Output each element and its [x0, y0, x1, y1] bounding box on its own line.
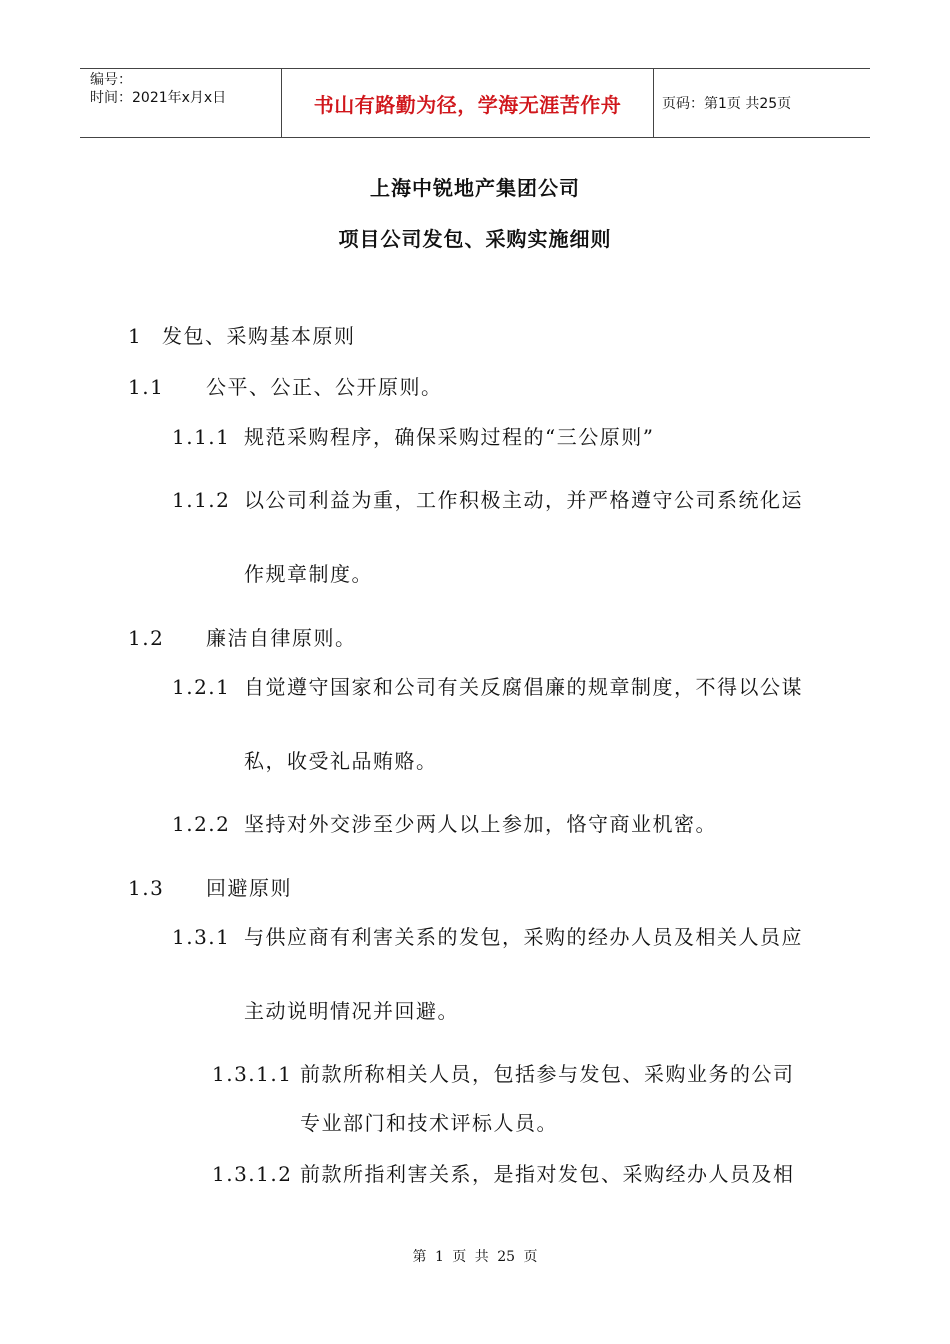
section-number: 1.3.1.2	[212, 1162, 293, 1186]
section-number: 1.2.2	[172, 812, 231, 836]
company-name: 上海中锐地产集团公司	[370, 176, 580, 200]
section-number: 1.3.1.1	[212, 1062, 293, 1086]
section-1-2-1	[172, 671, 803, 700]
section-text: 廉洁自律原则。	[206, 626, 357, 650]
page-header	[80, 68, 870, 138]
section-text: 作规章制度。	[244, 562, 373, 586]
section-text: 发包、采购基本原则	[162, 324, 356, 348]
section-number: 1.3.1	[172, 925, 231, 949]
section-1-3-1-1	[212, 1058, 795, 1087]
section-text: 私，收受礼品贿赂。	[244, 749, 438, 773]
section-1-1-2	[172, 484, 803, 513]
header-motto: 书山有路勤为径，学海无涯苦作舟	[282, 69, 654, 137]
section-text: 专业部门和技术评标人员。	[300, 1111, 558, 1135]
section-text: 主动说明情况并回避。	[244, 999, 459, 1023]
section-1-1	[128, 371, 443, 400]
section-1-3-1-1-cont	[300, 1107, 558, 1136]
section-number: 1.1	[128, 375, 165, 399]
section-number: 1.2.1	[172, 675, 231, 699]
section-1-1-2-cont	[244, 558, 373, 587]
section-text: 前款所指利害关系，是指对发包、采购经办人员及相	[300, 1162, 795, 1186]
header-meta	[80, 69, 282, 137]
section-text: 坚持对外交涉至少两人以上参加，恪守商业机密。	[244, 812, 717, 836]
section-1-3	[128, 872, 292, 901]
section-1-2-1-cont	[244, 745, 438, 774]
header-page-info: 页码：第1页 共25页	[662, 96, 792, 112]
code-label: 编号：	[90, 72, 132, 88]
page-footer: 第 1 页 共 25 页	[412, 1249, 538, 1265]
section-text: 回避原则	[206, 876, 292, 900]
section-1-1-1	[172, 421, 654, 450]
section-number: 1.1.1	[172, 425, 231, 449]
section-1-3-1-cont	[244, 995, 459, 1024]
section-1	[128, 320, 356, 349]
time-label: 时间：2021年x月x日	[90, 90, 227, 106]
section-text: 自觉遵守国家和公司有关反腐倡廉的规章制度，不得以公谋	[244, 675, 803, 699]
document-title: 项目公司发包、采购实施细则	[338, 227, 612, 251]
section-1-3-1-2	[212, 1158, 795, 1187]
section-1-2-2	[172, 808, 717, 837]
section-text: 以公司利益为重，工作积极主动，并严格遵守公司系统化运	[244, 488, 803, 512]
section-text: 与供应商有利害关系的发包，采购的经办人员及相关人员应	[244, 925, 803, 949]
section-1-3-1	[172, 921, 803, 950]
section-number: 1.1.2	[172, 488, 231, 512]
section-number: 1.2	[128, 626, 165, 650]
section-text: 前款所称相关人员，包括参与发包、采购业务的公司	[300, 1062, 795, 1086]
section-number: 1.3	[128, 876, 165, 900]
section-text: 公平、公正、公开原则。	[206, 375, 443, 399]
section-text: 规范采购程序，确保采购过程的“三公原则”	[244, 425, 655, 449]
section-1-2	[128, 622, 357, 651]
section-number: 1	[128, 324, 143, 348]
